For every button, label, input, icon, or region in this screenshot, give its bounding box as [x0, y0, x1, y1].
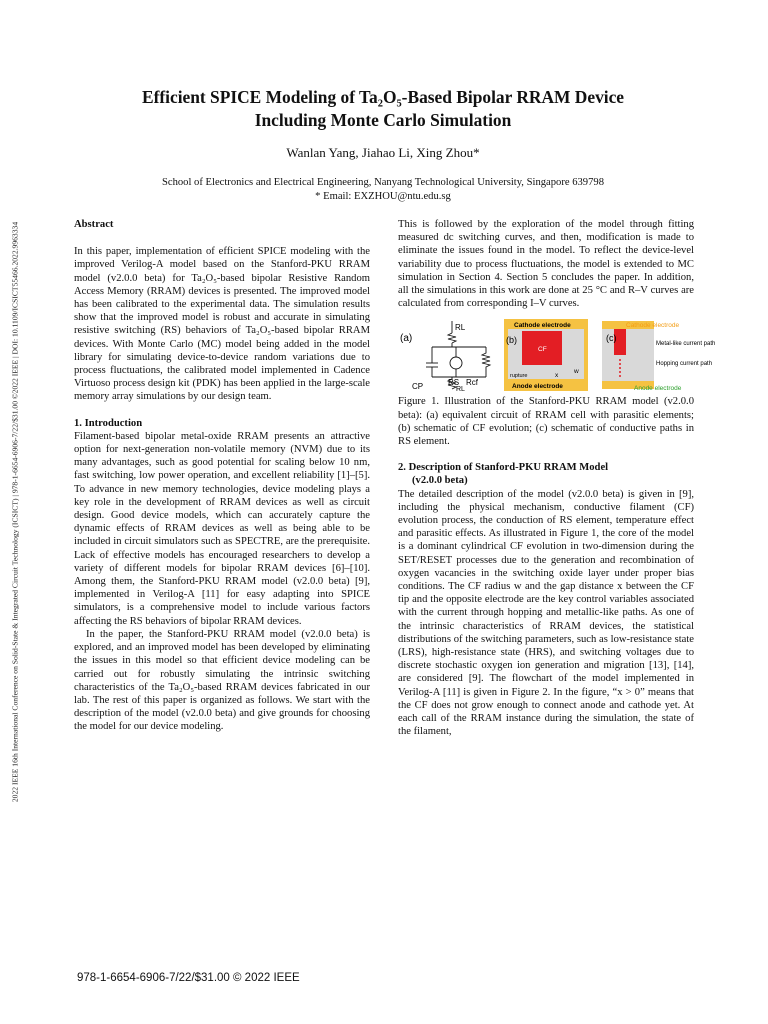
paper-title	[40, 86, 726, 132]
cathode-label-b: Cathode electrode	[514, 322, 571, 330]
intro-heading: 1. Introduction	[74, 417, 143, 429]
rl-top-label: RL	[455, 323, 466, 333]
right-paragraph-1: This is followed by the exploration of the model through fitting measured dc switching curves, and then, modification is made to eliminate the issues found in the model. To reflect the device-level variability due to process fluctuations, the model is extended to MC simulation in Section 4. Section 5 concludes the paper. In addition, all the simulations in this work are done at 25 °C and R–V curves are calculated from corresponding I–V curves.	[398, 219, 694, 310]
affiliation	[40, 176, 726, 204]
sidebar-citation	[8, 138, 22, 886]
rupture-label: rupture	[510, 373, 528, 380]
fig-label-c: (c)	[606, 333, 617, 344]
hopping-label: Hopping current path	[656, 361, 713, 368]
section-2-heading-line-1: 2. Description of Stanford-PKU RRAM Model	[398, 462, 609, 474]
x-label: x	[555, 372, 559, 380]
figure-1-caption: Figure 1. Illustration of the Stanford-PKU RRAM model (v2.0.0 beta): (a) equivalent circuit of RRAM cell with parasitic elements; (b) schematic of CF evolution; (c) schematic of conductive paths in RS element.	[398, 396, 694, 448]
affiliation-email: * Email: EXZHOU@ntu.edu.sg	[315, 191, 451, 202]
w-label: w	[574, 368, 579, 376]
metal-like-label: Metal-like current path	[656, 341, 716, 348]
rs-label: RS	[448, 378, 460, 388]
figure-1	[398, 319, 716, 394]
title-line-2: Including Monte Carlo Simulation	[254, 110, 512, 130]
anode-label-b: Anode electrode	[512, 383, 563, 391]
section-2-heading	[398, 461, 694, 487]
anode-label-c: Anode electrode	[634, 385, 682, 393]
figure-1-graphic	[398, 319, 716, 394]
abstract-heading: Abstract	[74, 219, 114, 230]
rcf-label: Rcf	[466, 378, 478, 388]
footer-copyright: 978-1-6654-6906-7/22/$31.00 © 2022 IEEE	[77, 972, 300, 984]
fig-label-b: (b)	[506, 335, 517, 346]
cf-label: CF	[538, 346, 547, 354]
left-column	[74, 218, 370, 734]
cathode-label-c: Cathode electrode	[626, 322, 680, 330]
title-line-1: Efficient SPICE Modeling of Ta₂O₅-Based Bipolar RRAM Device	[141, 87, 625, 107]
rl-bottom-label: RL	[456, 386, 465, 394]
section-2-heading-line-2: (v2.0.0 beta)	[412, 475, 468, 487]
cp-label: CP	[412, 382, 424, 392]
sidebar-citation-text: 2022 IEEE 16th International Conference on Solid-State & Integrated Circuit Technology (ICSICT) | 978-1-6654-6906-7/22/$31.00 ©2022 IEEE | DOI: 10.1109/ICSICT55466.2022.9963334	[10, 221, 20, 803]
fig-label-a: (a)	[400, 333, 413, 345]
abstract-text: In this paper, implementation of efficient SPICE modeling with the improved Verilog-A model based on the Stanford-PKU RRAM model (v2.0.0 beta) for Ta₂O₅-based bipolar Resistive Random Access Memory (RRAM) devices is presented. The improved model has been calibrated to the experimental data. The simulation results show that the improved model is robust and accurate in simulating resistive switching (RS) behaviors of Ta₂O₅-based bipolar RRAM devices. With Monte Carlo (MC) model being added in the model library for simulating device-to-device random variations due to process fluctuations, the calibrated model implemented in Cadence Virtuoso process design kit (PDK) has been applied in the large-scale memory array simulations by our design team.	[74, 246, 370, 403]
affiliation-line-1: School of Electronics and Electrical Engineering, Nanyang Technological University, Singapore 639798	[161, 177, 604, 188]
section-2-text: The detailed description of the model (v2.0.0 beta) is given in [9], including the physical mechanism, conductive filament (CF) evolution process, the conduction of RS element, temperature effect and parasitic effects. As illustrated in Figure 1, the core of the model is a dominant cylindrical CF evolution in two-dimension during the SET/RESET processes due to the generation and recombination of oxygen vacancies in the switching oxide layer under proper bias conditions. The CF radius w and the gap distance x between the CF tip and the opposite electrode are the key control variables associated with the current through hopping and metallic-like paths. As one of the intrinsic characteristics of RRAM devices, the statistical distributions of the switching parameters, such as low-resistance state (LRS), high-resistance state (HRS), and switching voltages due to discrete stochastic oxygen ion generation and migration [13], [14], are considered [9]. The flowchart of the model implemented in Verilog-A [11] is given in Figure 2. In the figure, “x > 0” means that the CF does not grow enough to connect anode and cathode yet. At each call of the RRAM instance during the simulation, the state of the filament,	[398, 488, 694, 738]
right-column	[398, 218, 716, 739]
intro-paragraph-1: Filament-based bipolar metal-oxide RRAM presents an attractive option for next-generation non-volatile memory (NVM) due to its many advantages, such as good potential for scaling below 10 nm, fast switching, low power operation, and excellent reliability [1]–[5]. To advance in new memory technologies, device modeling plays a key role in the development of RRAM devices as well as circuit design. Good device models, which can accurately capture the dynamic effects of RRAM devices as well as being able to be included in circuit simulators such as SPECTRE, are the prerequisite. Lack of effective models has encouraged researchers to develop a variety of different models for bipolar RRAM devices [6]–[10]. Among them, the Stanford-PKU RRAM model (v2.0.0 beta) [9], implemented in Verilog-A [11] for easy adapting into SPICE simulators, is a comprehensive model to include various factors affecting the RS behaviors of bipolar RRAM devices.	[74, 430, 370, 627]
intro-paragraph-2: In the paper, the Stanford-PKU RRAM model (v2.0.0 beta) is explored, and an improved model has been developed by eliminating the issues in this model so that efficient device modeling can be carried out for robustly simulating the intrinsic switching characteristics of the Ta₂O₅-based RRAM devices fabricated in our lab. The rest of this paper is organized as follows. We start with the description of the model (v2.0.0 beta) and give grounds for choosing the model for our device modeling.	[74, 628, 370, 733]
authors: Wanlan Yang, Jiahao Li, Xing Zhou*	[286, 145, 480, 160]
